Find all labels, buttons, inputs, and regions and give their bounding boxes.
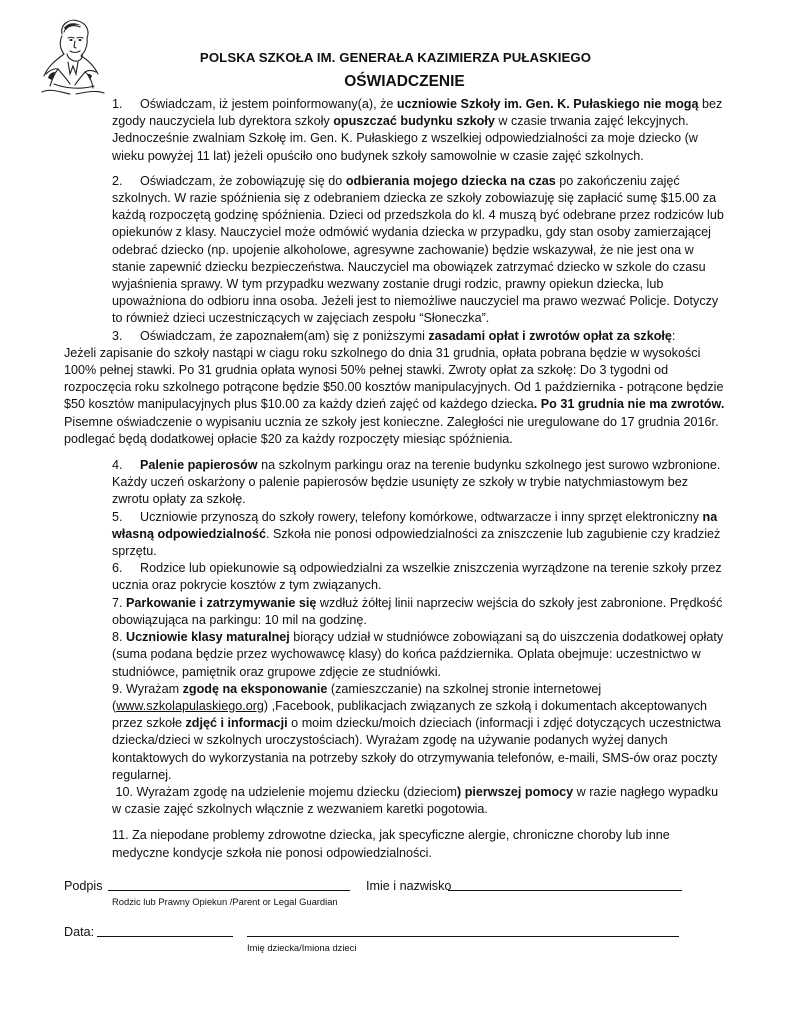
item-bold-text: . Po 31 grudnia nie ma zwrotów. (533, 397, 725, 412)
item-text: Wyrażam (126, 681, 183, 696)
date-line[interactable] (97, 936, 233, 937)
signature-caption: Rodzic lub Prawny Opiekun /Parent or Legal Guardian (112, 896, 338, 907)
item-text: biorący udział w studniówce zobowiązani są do uiszczenia dodatkowej opłaty (suma podana będzie przez wychowawcę klasy) do końca października. Oplata obejmuje: uczestnictwo w studniówce, pamiętnik oraz grupowe zdjęcie ze studniówki. (112, 630, 724, 679)
item-11 (64, 827, 726, 861)
item-number: 1. (112, 97, 123, 111)
item-6 (64, 560, 726, 594)
item-bold-text: zgodę na eksponowanie (182, 681, 328, 696)
item-bold-text: ) pierwszej pomocy (457, 784, 574, 799)
item-text: po zakończeniu zajęć szkolnych. W razie spóźnienia się z odebraniem dziecka ze szkoły zobowiazuję się zapłacić sumę $15.00 za każdą rozpoczętą godzinę spóźnienia. Dzieci od przedszkola do kl. 4 muszą być odebrane przez rodziców lub opiekunów z klasy. Nauczyciel może odmówić wydania dziecka w przypadku, gdy stan osoby zamierzającej odebrać dziecko (np. upojenie alkoholowe, agresywne zachowanie) będzie wskazywał, że nie jest ona w stanie zapewnić dziecku bezpieczeństwa. Nauczyciel ma obowiązek zatrzymać dziecko w szkole do czasu wyjaśnienia sprawy. W tym przypadku wezwany zostanie drugi rodzic, prawny opiekun dziecka, lub upoważniona do odbioru inna osoba. Jeżeli jest to niemożliwe nauczyciel ma prawo wezwać Policje. Dotyczy to również dzieci uczestniczących w zajęciach zespołu “Słoneczka”. (112, 173, 724, 326)
item-7 (64, 595, 726, 629)
item-text: w razie nagłego wypadku w czasie zajęć szkolnych włącznie z wezwaniem karetki pogotowia. (112, 784, 719, 817)
item-text: : (671, 328, 676, 343)
item-number: 9. (112, 681, 123, 696)
item-text: Pisemne oświadczenie o wypisaniu ucznia ze szkoły jest konieczne. Zaległości nie uregulowane do 17 grudnia 2016r. podlegać będą dodatkowej opłacie $20 za każdy rozpoczęty miesiąc spóźnienia. (64, 414, 719, 446)
item-bold-text: Uczniowie klasy maturalnej (126, 630, 290, 645)
school-name: POLSKA SZKOŁA IM. GENERAŁA KAZIMIERZA PUŁASKIEGO (199, 50, 592, 65)
item-bold-text: odbierania mojego dziecka na czas (345, 173, 556, 188)
declaration-body (64, 96, 726, 862)
item-bold-text: zdjęć i informacji (185, 716, 288, 731)
item-bold-text: zasadami opłat i zwrotów opłat za szkołę (428, 328, 672, 343)
item-text: Uczniowie przynoszą do szkoły rowery, telefony komórkowe, odtwarzacze i inny sprzęt elektroniczny (140, 509, 703, 524)
item-text: na szkolnym parkingu oraz na terenie budynku szkolnego jest surowo wzbronione. Każdy uczeń oskarżony o palenie papierosów będzie usunięty ze szkoły w trybie natychmiastowym bez zwrotu opłaty za szkołę. (112, 458, 721, 507)
item-text: (zamieszczanie) na szkolnej stronie internetowej ( (112, 681, 602, 713)
item-number: 8. (112, 630, 123, 645)
item-number: 4. (112, 458, 123, 473)
item-bold-text: Parkowanie i zatrzymywanie się (126, 595, 317, 610)
item-8 (64, 629, 726, 681)
item-number: 6. (112, 561, 123, 576)
item-text: Rodzice lub opiekunowie są odpowiedzialni za wszelkie zniszczenia wyrządzone na terenie szkoły przez ucznia oraz pokrycie kosztów z tym związanych. (112, 561, 722, 593)
child-name-caption: Imię dziecka/Imiona dzieci (247, 942, 357, 953)
name-label: Imie i nazwisko (366, 879, 452, 893)
item-text: wzdłuż żółtej linii naprzeciw wejścia do szkoły jest zabronione. Prędkość obowiązująca na parkingu: 10 mil na godzinę. (112, 595, 723, 627)
item-text: Wyrażam zgodę na udzielenie mojemu dziecku (dzieciom (136, 784, 457, 799)
signature-label: Podpis (64, 879, 103, 893)
item-1 (64, 96, 726, 165)
item-text: o moim dziecku/moich dzieciach (informacji i zdjęć dotyczących uczestnictwa dziecka/dzieci w szkolnych uroczystościach). Wyrażam zgodę na używanie podanych wyżej danych kontaktowych do wykorzystania na potrzeby szkoły do otrzymywania telefonów, e-maili, SMS-ów oraz poczty regularnej. (112, 716, 721, 782)
item-3 (64, 328, 726, 345)
item-text: bez zgody nauczyciela lub dyrektora szkoły (112, 97, 723, 129)
item-9 (64, 681, 726, 784)
item-number: 10. (115, 784, 134, 799)
item-text: w czasie trwania zajęć lekcyjnych. Jednocześnie zwalniam Szkołę im. Gen. K. Pułaskiego z wszelkiej odpowiedzialności za moje dziecko (w wieku powyżej 11 lat) jeżeli opuściło ono budynek szkoły samowolnie w czasie zajęć szkolnych. (112, 114, 698, 163)
signature-line[interactable] (108, 890, 350, 891)
item-3-details (64, 345, 726, 448)
item-4 (64, 457, 726, 509)
item-number: 5. (112, 509, 123, 524)
school-website-link[interactable]: www.szkolapulaskiego.org (116, 698, 264, 713)
item-text: Oświadczam, że zobowiązuję się do (140, 173, 346, 188)
item-bold-text: uczniowie Szkoły im. Gen. K. Pułaskiego nie mogą (396, 97, 699, 111)
item-text: . Szkoła nie ponosi odpowiedzialności za zniszczenie lub zagubienie czy kradzież sprzętu. (112, 526, 721, 559)
item-text: Jeżeli zapisanie do szkoły nastąpi w ciagu roku szkolnego do dnia 31 grudnia, opłata pobrana będzie w wysokości 100% pełnej stawki. Po 31 grudnia opłata wynosi 50% pełnej stawki. Zwroty opłat za szkołę: Do 3 tygodni od rozpoczęcia roku szkolnego potrącone będzie $50.00 kosztów manipulacyjnych. Od 1 października - potrącone będzie $50 kosztów manipulacyjnych plus $10.00 za każdy dzień zajęć od każdego dziecka (64, 345, 724, 412)
item-2 (64, 173, 726, 328)
document-title: OŚWIADCZENIE (344, 73, 465, 90)
item-text: Za niepodane problemy zdrowotne dziecka, jak specyficzne alergie, chroniczne choroby lub inne medyczne kondycje szkoła nie ponosi odpowiedzialności. (112, 828, 670, 860)
item-text: Oświadczam, iż jestem poinformowany(a), że (140, 97, 397, 111)
item-10 (64, 784, 726, 818)
child-name-line[interactable] (247, 936, 679, 937)
item-text: ) ,Facebook, publikacjach związanych ze szkołą i dokumentach akceptowanych przez szkołe (112, 698, 708, 731)
item-text: Oświadczam, że zapoznałem(am) się z poniższymi (140, 328, 429, 343)
item-bold-text: opuszczać budynku szkoły (333, 114, 495, 129)
item-number: 2. (112, 173, 123, 188)
item-bold-text: na własną odpowiedzialność (112, 509, 718, 541)
name-line[interactable] (448, 890, 682, 891)
item-number: 7. (112, 595, 123, 610)
item-5 (64, 509, 726, 561)
item-bold-text: Palenie papierosów (140, 458, 258, 473)
item-number: 3. (112, 328, 123, 343)
item-number: 11. (112, 828, 129, 843)
date-label: Data: (64, 925, 95, 939)
